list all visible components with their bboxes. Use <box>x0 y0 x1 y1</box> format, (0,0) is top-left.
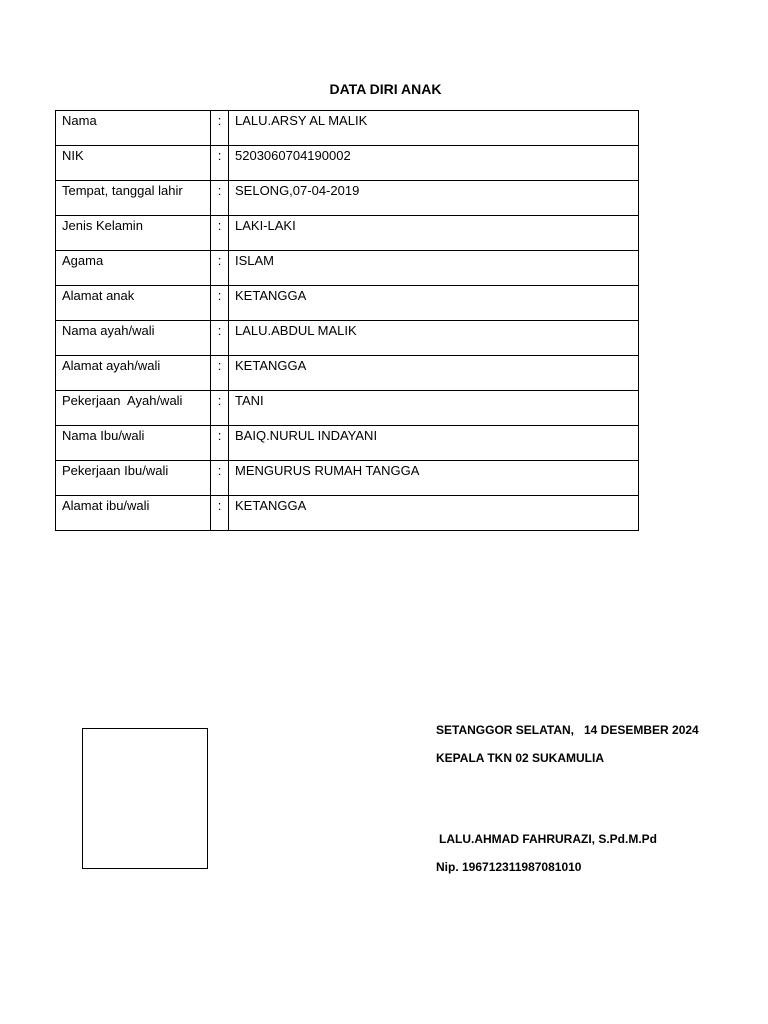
table-row <box>56 496 639 531</box>
row-label: Tempat, tanggal lahir <box>56 181 211 216</box>
row-separator: : <box>211 216 229 251</box>
signature-place-date: SETANGGOR SELATAN, 14 DESEMBER 2024 <box>436 723 699 737</box>
row-separator: : <box>211 391 229 426</box>
table-row <box>56 181 639 216</box>
table-row <box>56 461 639 496</box>
row-value: LALU.ARSY AL MALIK <box>229 111 639 146</box>
row-value: TANI <box>229 391 639 426</box>
photo-placeholder-box <box>82 728 208 869</box>
row-separator: : <box>211 426 229 461</box>
row-value: BAIQ.NURUL INDAYANI <box>229 426 639 461</box>
row-value: KETANGGA <box>229 286 639 321</box>
table-row <box>56 111 639 146</box>
row-value: MENGURUS RUMAH TANGGA <box>229 461 639 496</box>
row-value: 5203060704190002 <box>229 146 639 181</box>
table-row <box>56 391 639 426</box>
row-label: NIK <box>56 146 211 181</box>
row-separator: : <box>211 181 229 216</box>
row-label: Nama <box>56 111 211 146</box>
row-value: ISLAM <box>229 251 639 286</box>
row-label: Jenis Kelamin <box>56 216 211 251</box>
row-label: Agama <box>56 251 211 286</box>
row-label: Pekerjaan Ibu/wali <box>56 461 211 496</box>
row-label: Nama Ibu/wali <box>56 426 211 461</box>
row-label: Alamat anak <box>56 286 211 321</box>
table-row <box>56 251 639 286</box>
table-row <box>56 146 639 181</box>
row-separator: : <box>211 461 229 496</box>
table-row <box>56 356 639 391</box>
signature-name: LALU.AHMAD FAHRURAZI, S.Pd.M.Pd <box>439 832 657 846</box>
row-separator: : <box>211 146 229 181</box>
row-separator: : <box>211 286 229 321</box>
row-value: KETANGGA <box>229 496 639 531</box>
table-row <box>56 286 639 321</box>
table-row <box>56 426 639 461</box>
row-label: Alamat ayah/wali <box>56 356 211 391</box>
child-data-table <box>55 110 639 531</box>
row-separator: : <box>211 496 229 531</box>
signature-nip: Nip. 196712311987081010 <box>436 860 582 874</box>
row-separator: : <box>211 356 229 391</box>
table-row <box>56 321 639 356</box>
row-label: Nama ayah/wali <box>56 321 211 356</box>
table-row <box>56 216 639 251</box>
row-label: Alamat ibu/wali <box>56 496 211 531</box>
page-title: DATA DIRI ANAK <box>329 81 442 97</box>
row-value: KETANGGA <box>229 356 639 391</box>
signature-position: KEPALA TKN 02 SUKAMULIA <box>436 751 605 765</box>
row-separator: : <box>211 251 229 286</box>
row-value: LAKI-LAKI <box>229 216 639 251</box>
row-value: SELONG,07-04-2019 <box>229 181 639 216</box>
row-separator: : <box>211 321 229 356</box>
row-label: Pekerjaan Ayah/wali <box>56 391 211 426</box>
row-value: LALU.ABDUL MALIK <box>229 321 639 356</box>
row-separator: : <box>211 111 229 146</box>
